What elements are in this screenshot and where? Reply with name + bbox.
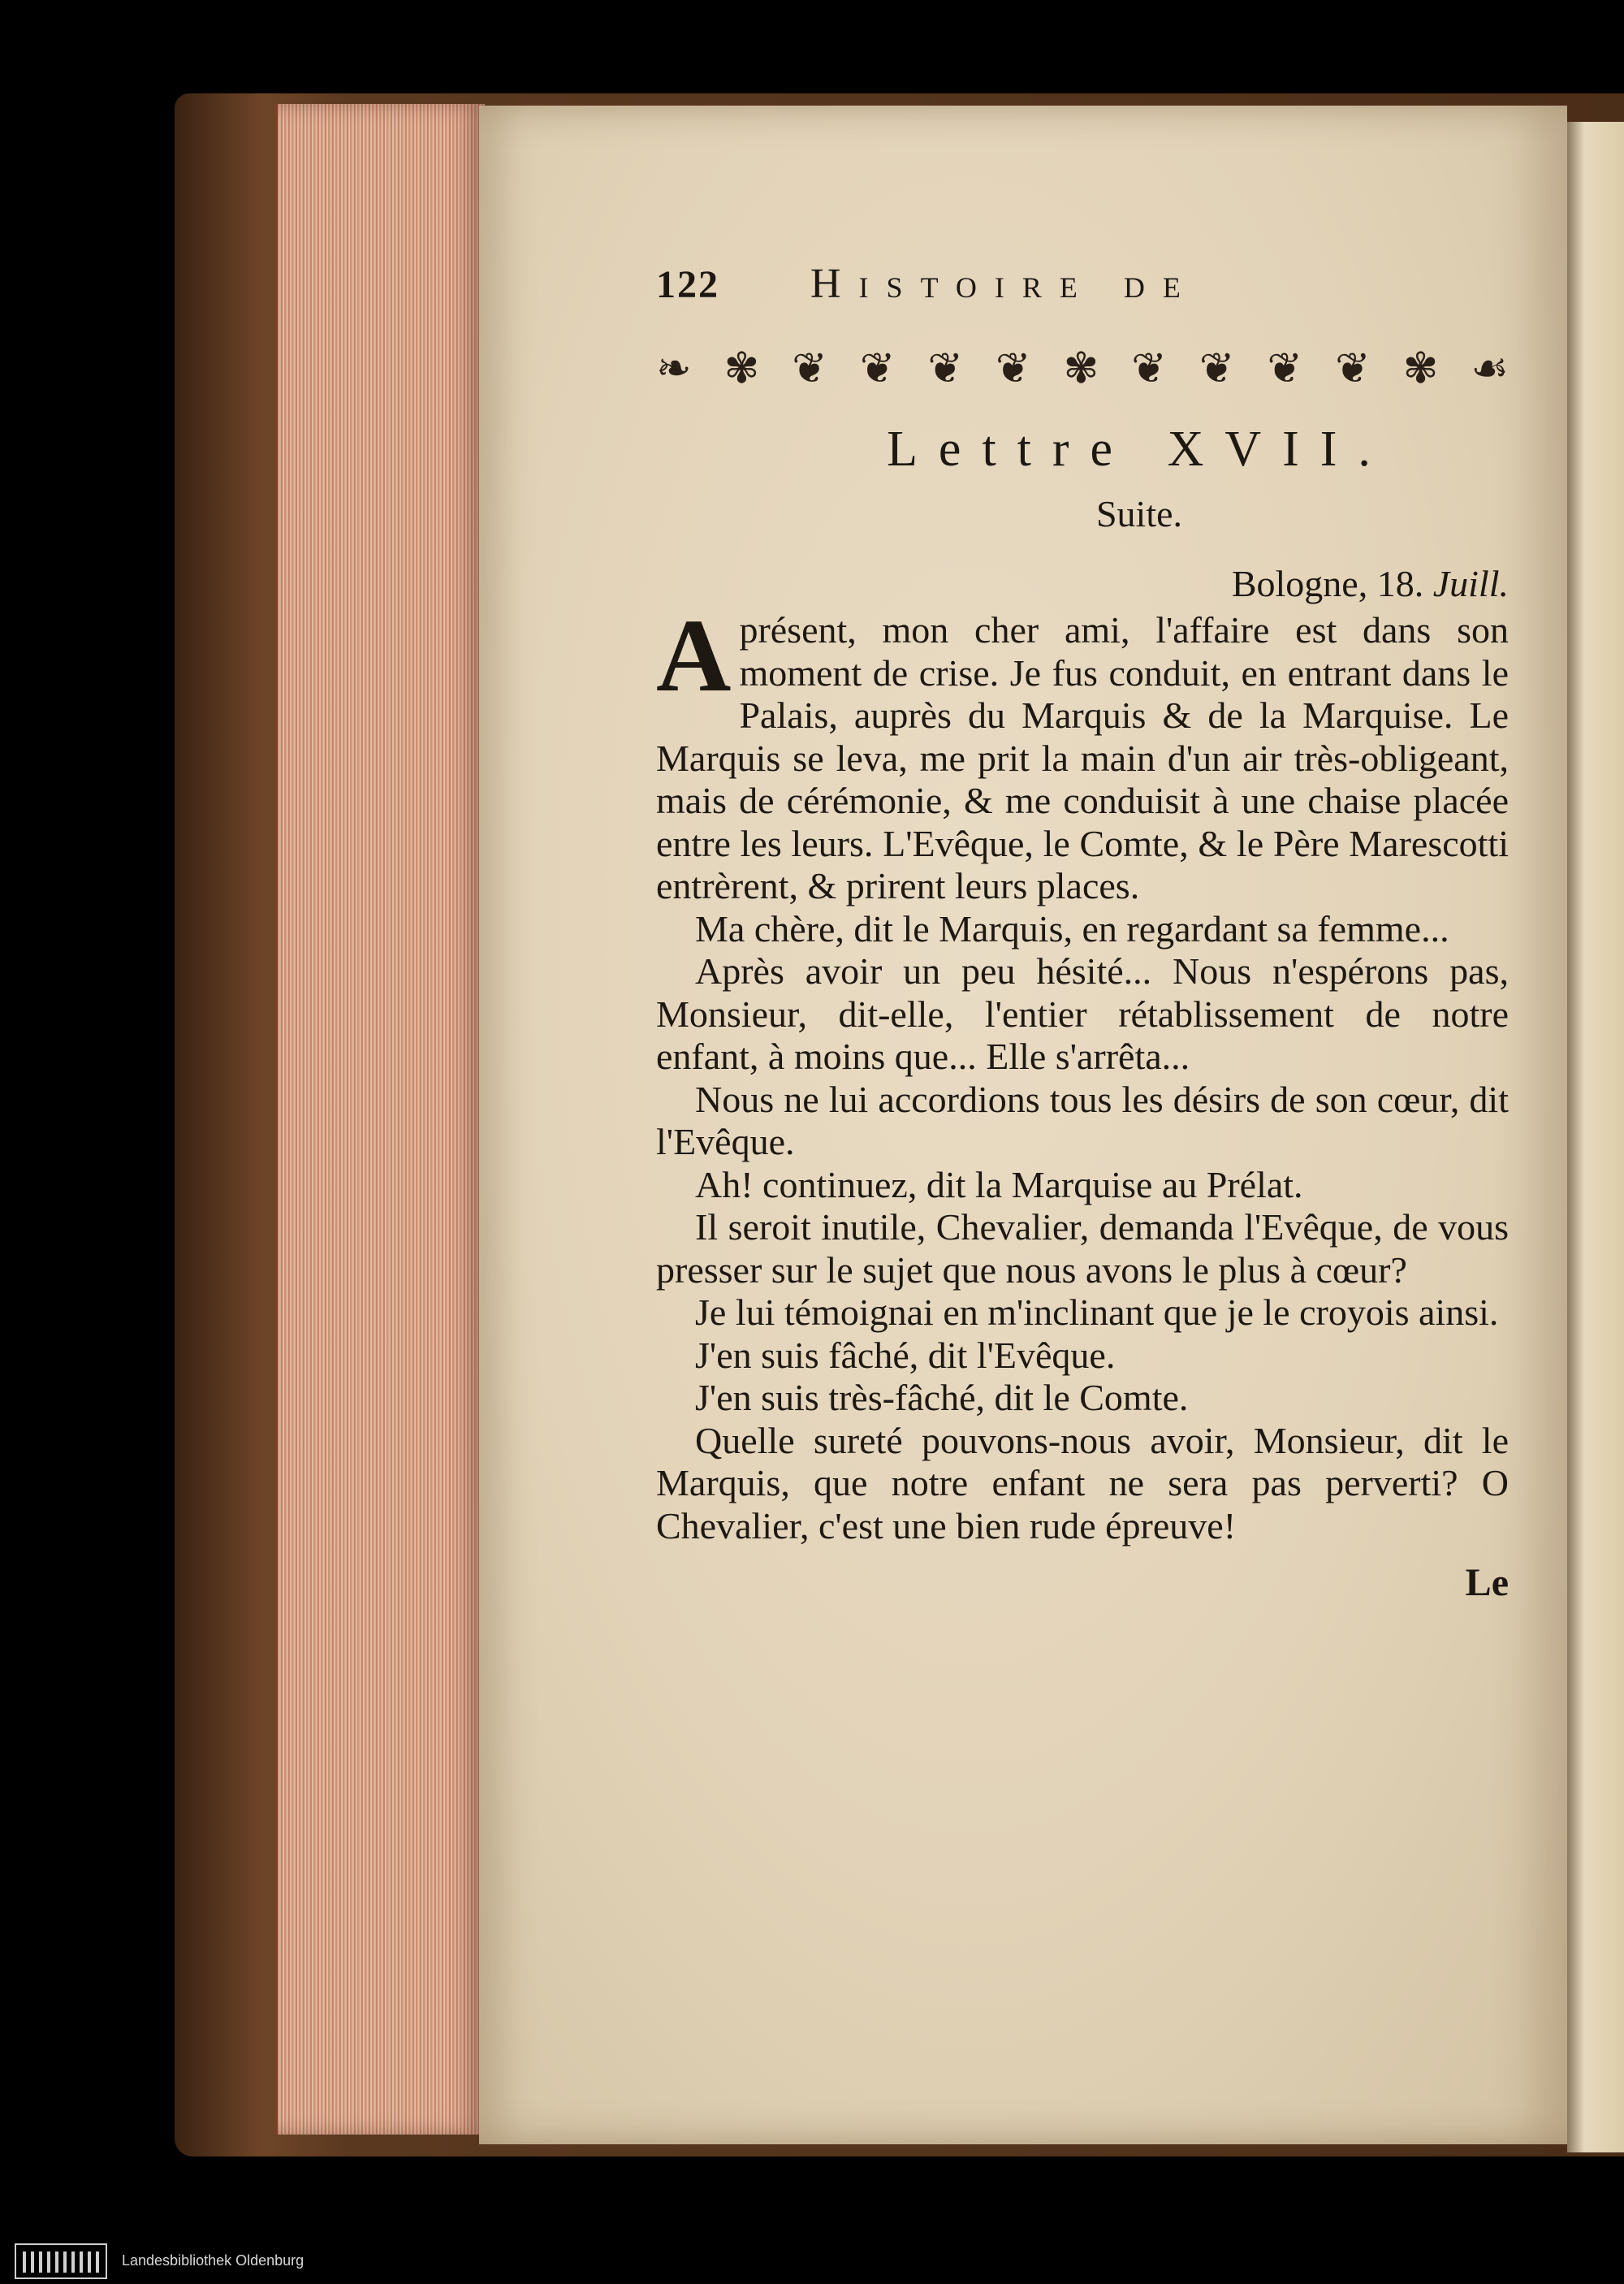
running-head <box>656 260 1509 325</box>
first-paragraph <box>656 598 1509 908</box>
dateline <box>656 562 1509 609</box>
page-edges <box>274 104 485 2135</box>
page-content <box>656 260 1509 1605</box>
paragraph: Quelle sureté pouvons-nous avoir, Monsieur, dit le Marquis, que notre enfant ne sera pas perverti? O Chevalier, c'est une bien rude épreuve! <box>656 1419 1509 1546</box>
ornament-glyph: ❦ <box>859 346 896 392</box>
ornament-glyph: ✾ <box>723 346 760 392</box>
paragraph: Après avoir un peu hésité... Nous n'espérons pas, Monsieur, dit-elle, l'entier rétablissement de notre enfant, à moins que... Elle s'arrêta... <box>656 950 1509 1077</box>
ornament-glyph: ❦ <box>1335 346 1371 392</box>
dateline-month: Juill. <box>1432 563 1509 604</box>
drop-cap: A <box>656 598 732 713</box>
ornament-glyph: ❧ <box>656 346 692 392</box>
ornament-glyph: ☙ <box>1471 346 1509 392</box>
ornament-glyph: ✾ <box>1402 346 1439 392</box>
dateline-place: Bologne, 18. <box>1231 563 1424 604</box>
letter-body <box>656 598 1509 1547</box>
paragraph: Ah! continuez, dit la Marquise au Prélat. <box>695 1163 1303 1205</box>
footer-bar <box>0 2238 1624 2284</box>
catchword: Le <box>1465 1561 1509 1604</box>
ornament-glyph: ❦ <box>1267 346 1303 392</box>
ornament-glyph: ❦ <box>792 346 827 392</box>
letter-subtitle: Suite. <box>1095 493 1183 534</box>
paragraph: Ma chère, dit le Marquis, en regardant sa femme... <box>695 907 1449 950</box>
ornament-glyph: ❦ <box>996 346 1031 392</box>
library-name: Landesbibliothek Oldenburg <box>122 2252 304 2269</box>
ornament-glyph: ❦ <box>1199 346 1235 392</box>
paragraph: J'en suis très-fâché, dit le Comte. <box>695 1377 1189 1418</box>
ornament-band <box>656 343 1509 396</box>
ornament-glyph: ✾ <box>1063 346 1099 392</box>
page-number: 122 <box>656 263 719 306</box>
ornament-glyph: ❦ <box>927 346 964 392</box>
paragraph: Il seroit inutile, Chevalier, demanda l'Evêque, de vous presser sur le sujet que nous avons le plus à cœur? <box>656 1206 1509 1291</box>
first-paragraph-text: présent, mon cher ami, l'affaire est dans son moment de crise. Je fus conduit, en entrant dans le Palais, auprès du Marquis & de la Marquise. Le Marquis se leva, me prit la main d'un air très-obligeant, mais de cérémonie, & me conduisit à une chaise placée entre les leurs. L'Evêque, le Comte, & le Père Marescotti entrèrent, & prirent leurs places. <box>656 609 1509 906</box>
paragraph: Je lui témoignai en m'inclinant que je le croyois ainsi. <box>695 1291 1499 1333</box>
paragraph: Nous ne lui accordions tous les désirs de son cœur, dit l'Evêque. <box>656 1078 1509 1162</box>
running-title: Histoire de <box>810 261 1199 307</box>
letter-title: Lettre XVII. <box>887 422 1392 477</box>
library-logo-icon <box>15 2243 107 2279</box>
ornament-glyph: ❦ <box>1131 346 1167 392</box>
facing-page-edge <box>1567 122 1624 2152</box>
paragraph: J'en suis fâché, dit l'Evêque. <box>695 1334 1116 1376</box>
